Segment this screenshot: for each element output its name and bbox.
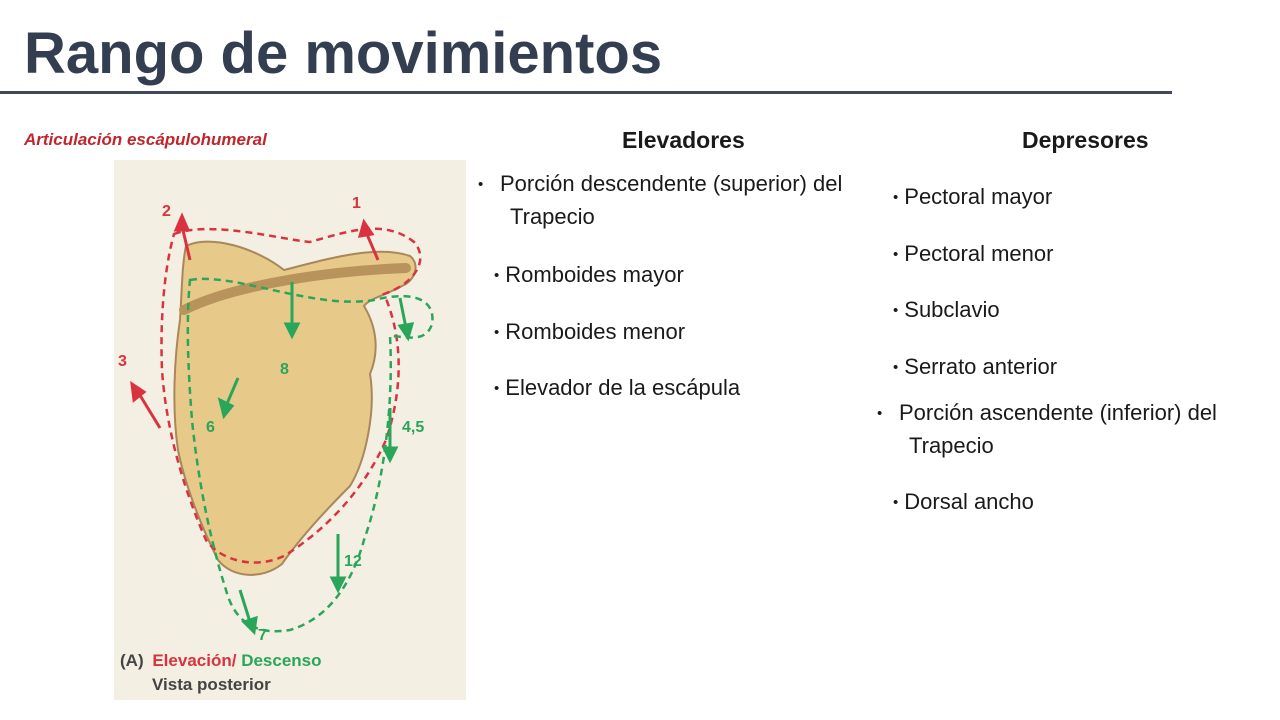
caption-descenso: Descenso: [241, 651, 322, 670]
label-7: 7: [258, 627, 267, 644]
caption-prefix: (A): [120, 651, 144, 670]
bullet: •: [893, 189, 899, 206]
depresores-item-5: • Porción ascendente (inferior) del Trapecio: [877, 400, 1217, 458]
elevadores-item-3-text: Romboides menor: [505, 319, 686, 344]
elevadores-item-1: • Porción descendente (superior) del Trapecio: [478, 171, 843, 229]
bullet: •: [893, 494, 899, 511]
elevadores-item-2-text: Romboides mayor: [505, 262, 684, 287]
label-8: 8: [280, 361, 289, 378]
scapula-bone: [174, 242, 415, 575]
label-4-5: 4,5: [402, 419, 425, 436]
bullet: •: [494, 380, 500, 397]
depresores-item-5-text: Porción ascendente (inferior) del Trapecio: [899, 400, 1217, 458]
label-6: 6: [206, 419, 215, 436]
depresores-item-3-text: Subclavio: [904, 297, 1000, 322]
bullet: •: [893, 302, 899, 319]
label-2: 2: [162, 203, 171, 220]
depresores-item-6-text: Dorsal ancho: [904, 489, 1034, 514]
elevadores-item-1-text: Porción descendente (superior) del Trapecio: [500, 171, 843, 229]
figure-caption-line-1: [120, 651, 322, 670]
elevadores-item-4: [494, 372, 740, 405]
elevadores-item-2: [494, 259, 684, 292]
bullet: •: [893, 246, 899, 263]
depresores-item-1-text: Pectoral mayor: [904, 184, 1053, 209]
label-3: 3: [118, 353, 127, 370]
bullet: •: [494, 267, 500, 284]
figure-caption-view: Vista posterior: [152, 675, 271, 694]
slide-subtitle: Articulación escápulohumeral: [24, 130, 267, 149]
title-divider: [0, 91, 1172, 94]
elevadores-item-3: [494, 316, 685, 349]
depresores-item-6: [893, 486, 1034, 519]
scapula-illustration: [114, 160, 466, 700]
slide-title: Rango de movimientos: [24, 21, 663, 86]
depresores-heading: Depresores: [1022, 127, 1149, 153]
label-1: 1: [352, 195, 361, 212]
depresores-item-1: [893, 181, 1052, 214]
depresores-item-4: [893, 351, 1057, 384]
depresores-item-2: [893, 238, 1053, 271]
bullet: •: [893, 359, 899, 376]
depresores-item-2-text: Pectoral menor: [904, 241, 1054, 266]
scapula-figure: [114, 160, 466, 700]
caption-elevacion: Elevación/: [152, 651, 237, 670]
depresores-item-4-text: Serrato anterior: [904, 354, 1058, 379]
bullet: •: [494, 324, 500, 341]
elevadores-heading: Elevadores: [622, 127, 745, 153]
depresores-item-3: [893, 294, 1000, 327]
elevadores-item-4-text: Elevador de la escápula: [505, 375, 741, 400]
label-12: 12: [344, 553, 362, 570]
